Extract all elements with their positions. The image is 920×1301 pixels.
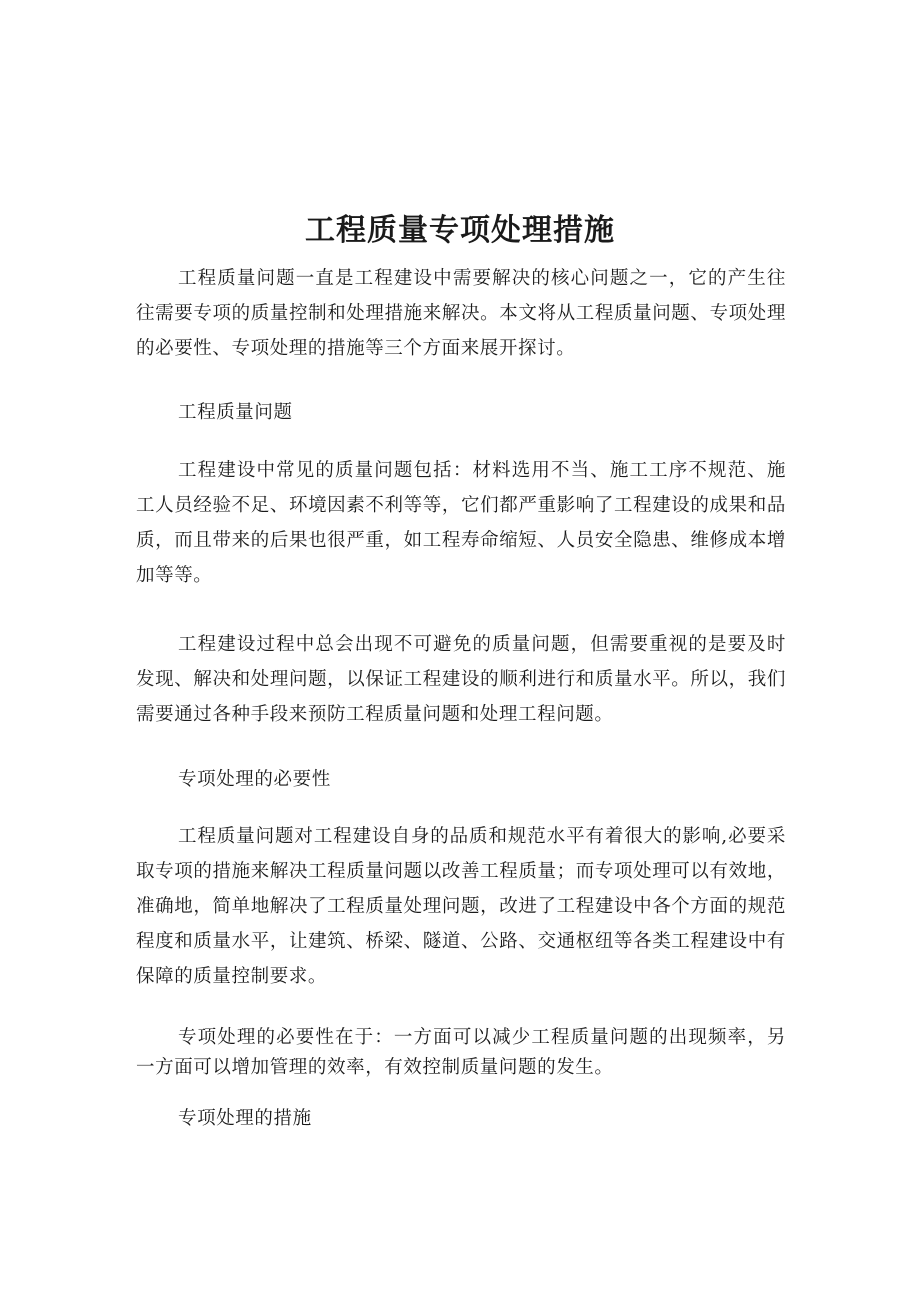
intro-paragraph: 工程质量问题一直是工程建设中需要解决的核心问题之一，它的产生往往需要专项的质量控制和处理措施来解决。本文将从工程质量问题、专项处理的必要性、专项处理的措施等三个方面来展开探讨。 bbox=[136, 268, 786, 359]
section-heading-quality-issues: 工程质量问题 bbox=[178, 402, 293, 423]
section-heading-necessity: 专项处理的必要性 bbox=[178, 769, 331, 790]
quality-issues-paragraph-2: 工程建设过程中总会出现不可避免的质量问题，但需要重视的是要及时发现、解决和处理问题，以保证工程建设的顺利进行和质量水平。所以，我们需要通过各种手段来预防工程质量问题和处理工程问题。 bbox=[136, 634, 786, 725]
necessity-paragraph-1: 工程质量问题对工程建设自身的品质和规范水平有着很大的影响,必要采取专项的措施来解决工程质量问题以改善工程质量；而专项处理可以有效地，准确地，简单地解决了工程质量处理问题，改进了工程建设中各个方面的规范程度和质量水平，让建筑、桥梁、隧道、公路、交通枢纽等各类工程建设中有保障的质量控制要求。 bbox=[136, 826, 786, 987]
quality-issues-paragraph-1: 工程建设中常见的质量问题包括：材料选用不当、施工工序不规范、施工人员经验不足、环境因素不利等等，它们都严重影响了工程建设的成果和品质，而且带来的后果也很严重，如工程寿命缩短、人员安全隐患、维修成本增加等等。 bbox=[136, 460, 786, 586]
document-title: 工程质量专项处理措施 bbox=[305, 213, 615, 248]
section-heading-measures: 专项处理的措施 bbox=[178, 1108, 312, 1129]
necessity-paragraph-2: 专项处理的必要性在于：一方面可以减少工程质量问题的出现频率，另一方面可以增加管理的效率，有效控制质量问题的发生。 bbox=[136, 1027, 786, 1078]
